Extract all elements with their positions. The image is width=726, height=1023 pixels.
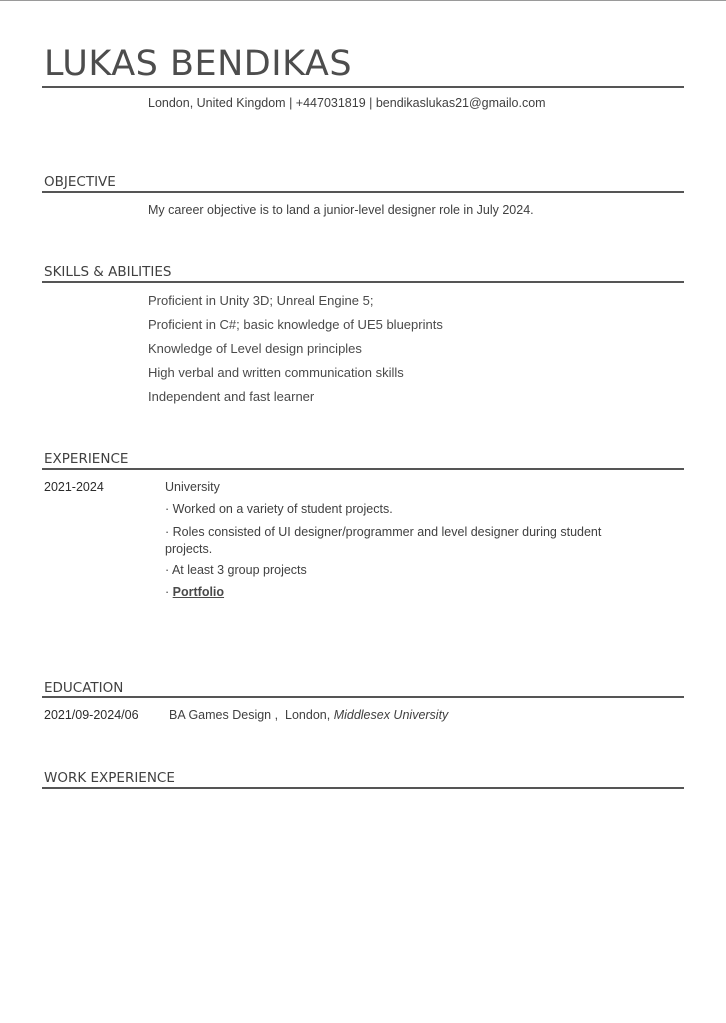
objective-text: My career objective is to land a junior-level designer role in July 2024. [148,203,534,217]
education-divider [42,696,684,698]
education-details [169,708,448,722]
objective-heading: OBJECTIVE [44,174,116,190]
header-divider [42,86,684,88]
experience-heading: EXPERIENCE [44,451,129,467]
portfolio-link[interactable]: Portfolio [172,585,225,599]
education-degree: BA Games Design , London, [169,708,334,722]
skill-item: Proficient in C#; basic knowledge of UE5 blueprints [148,317,443,332]
bullet-text: Worked on a variety of student projects. [172,502,393,516]
bullet-marker: · [165,525,170,539]
experience-place: University [165,480,220,494]
work-experience-divider [42,787,684,789]
bullet-marker: · [165,563,170,577]
work-experience-heading: WORK EXPERIENCE [44,770,175,786]
experience-bullet [165,524,605,558]
skill-item: Knowledge of Level design principles [148,341,362,356]
candidate-name: LUKAS BENDIKAS [44,44,353,84]
experience-bullet [165,585,224,599]
education-institution: Middlesex University [333,708,449,722]
page-top-border [0,0,726,1]
bullet-marker: · [165,502,170,516]
skill-item: High verbal and written communication skills [148,365,404,380]
education-dates: 2021/09-2024/06 [44,708,139,722]
bullet-text: At least 3 group projects [171,563,307,577]
skill-item: Independent and fast learner [148,389,315,404]
experience-bullet [165,563,307,577]
experience-divider [42,468,684,470]
experience-bullet [165,502,393,516]
bullet-marker: · [165,585,170,599]
skill-item: Proficient in Unity 3D; Unreal Engine 5; [148,293,374,308]
experience-dates: 2021-2024 [44,480,104,494]
objective-divider [42,191,684,193]
skills-divider [42,281,684,283]
bullet-text: Roles consisted of UI designer/programmer and level designer during student projects. [165,525,602,556]
contact-info: London, United Kingdom | +447031819 | bendikaslukas21@gmailo.com [148,96,546,110]
education-heading: EDUCATION [44,680,124,696]
skills-heading: SKILLS & ABILITIES [44,264,172,280]
